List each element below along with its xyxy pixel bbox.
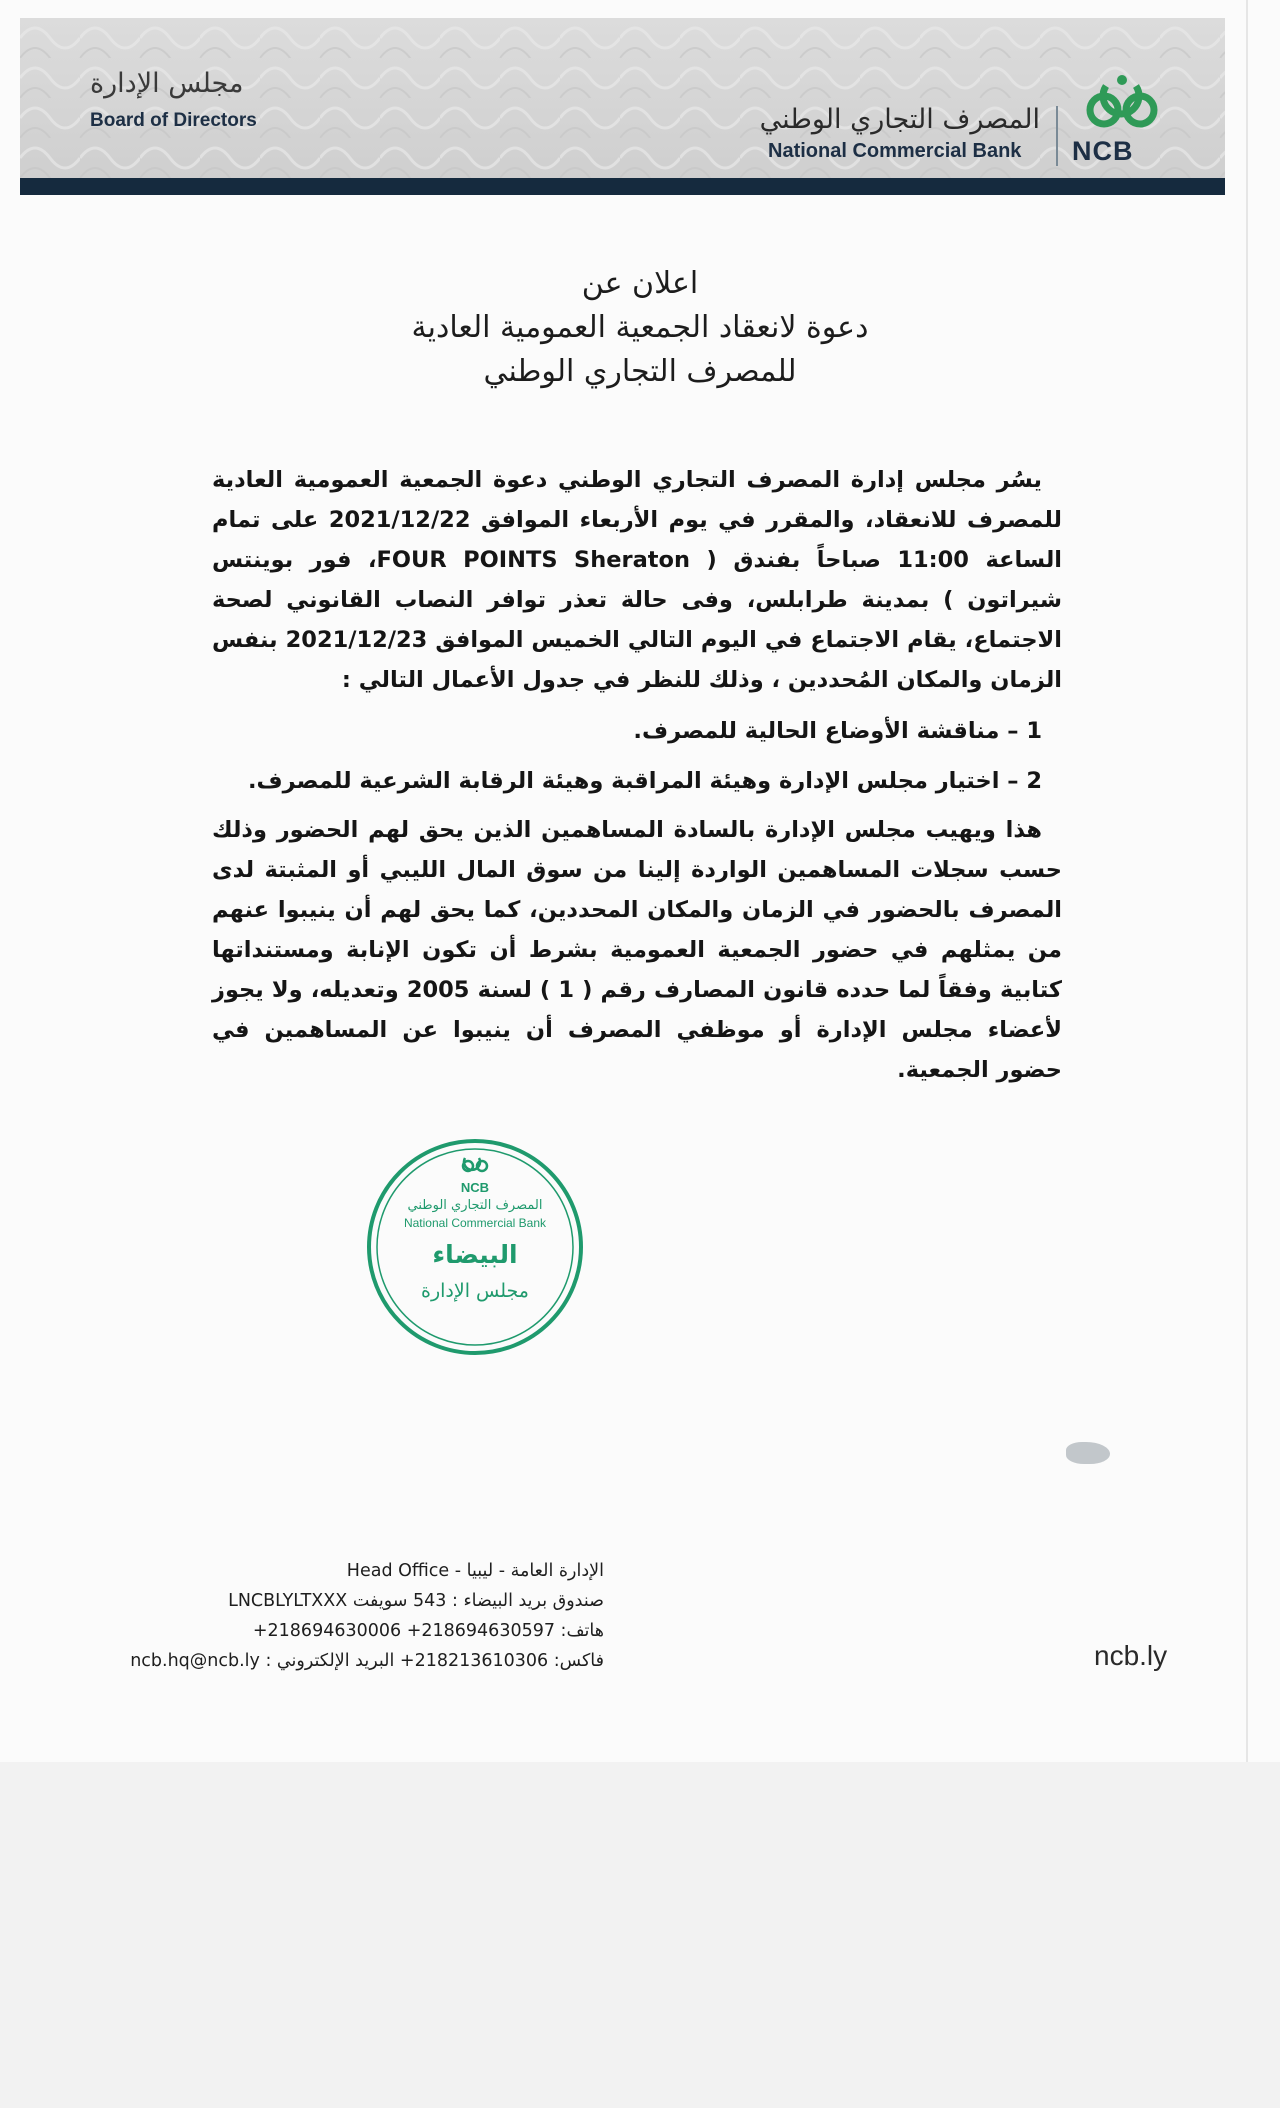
title-line: دعوة لانعقاد الجمعية العمومية العادية (411, 310, 869, 345)
stamp-department: مجلس الإدارة (421, 1280, 529, 1302)
logo-text: NCB (1072, 136, 1134, 166)
scan-smudge (1066, 1442, 1110, 1464)
agenda-list (212, 706, 1042, 806)
footer-line: فاكس: 218213610306+ البريد الإلكتروني : ncb.hq@ncb.ly (130, 1651, 604, 1671)
website-link[interactable]: ncb.ly (1094, 1640, 1168, 1671)
attendance-paragraph: هذا ويهيب مجلس الإدارة بالسادة المساهمين الذين يحق لهم الحضور وذلك حسب سجلات المساهمين الواردة إلينا من سوق المال الليبي أو المثبتة لدى المصرف بالحضور في الزمان والمكان المحددين، كما يحق لهم أن ينيبوا عنهم من يمثلهم في حضور الجمعية العمومية بشرط أن تكون الإنابة ومستنداتها كتابية وفقاً لما حدده قانون المصارف رقم ( 1 ) لسنة 2005 وتعديله، ولا يجوز لأعضاء مجلس الإدارة أو موظفي المصرف أن ينيبوا عن المساهمين في حضور الجمعية. (212, 817, 1062, 1083)
contact-footer (60, 1556, 604, 1676)
stamp-bank-ar: المصرف التجاري الوطني (407, 1198, 543, 1213)
footer-line: صندوق بريد البيضاء : 543 سويفت LNCBLYLTXXX (228, 1591, 604, 1611)
scan-margin (0, 1762, 1280, 2108)
stamp-bank-en: National Commercial Bank (403, 1216, 547, 1230)
title-line: للمصرف التجاري الوطني (483, 354, 797, 389)
page-edge (1246, 0, 1248, 1762)
footer-line: هاتف: 218694630597+ 218694630006+ (252, 1621, 604, 1641)
agenda-item: 1 – مناقشة الأوضاع الحالية للمصرف. (633, 718, 1042, 744)
stamp-city: البيضاء (432, 1240, 518, 1269)
title-line: اعلان عن (581, 266, 699, 301)
invitation-paragraph: يسُر مجلس إدارة المصرف التجاري الوطني دعوة الجمعية العمومية العادية للمصرف للانعقاد، والمقرر في يوم الأربعاء الموافق 2021/12/22 على تمام الساعة 11:00 صباحاً بفندق ( FOUR POINTS Sheraton، فور بوينتس شيراتون ) بمدينة طرابلس، وفى حالة تعذر توافر النصاب القانوني لصحة الاجتماع، يقام الاجتماع في اليوم التالي الخميس الموافق 2021/12/23 بنفس الزمان والمكان المُحددين ، وذلك للنظر في جدول الأعمال التالي : (212, 467, 1062, 693)
letterhead-rule (20, 178, 1225, 195)
announcement-title (300, 262, 980, 394)
announcement-body (212, 460, 1062, 1090)
board-title-ar: مجلس الإدارة (90, 68, 244, 99)
agenda-item: 2 – اختيار مجلس الإدارة وهيئة المراقبة وهيئة الرقابة الشرعية للمصرف. (247, 768, 1042, 794)
logo-divider (1056, 106, 1058, 166)
board-title-en: Board of Directors (90, 110, 257, 131)
bank-name-en: National Commercial Bank (768, 140, 1022, 162)
stamp-logo-text: NCB (460, 1180, 490, 1195)
bank-name-ar: المصرف التجاري الوطني (759, 104, 1040, 135)
official-stamp (364, 1136, 586, 1358)
footer-line: الإدارة العامة - ليبيا - Head Office (346, 1561, 604, 1581)
